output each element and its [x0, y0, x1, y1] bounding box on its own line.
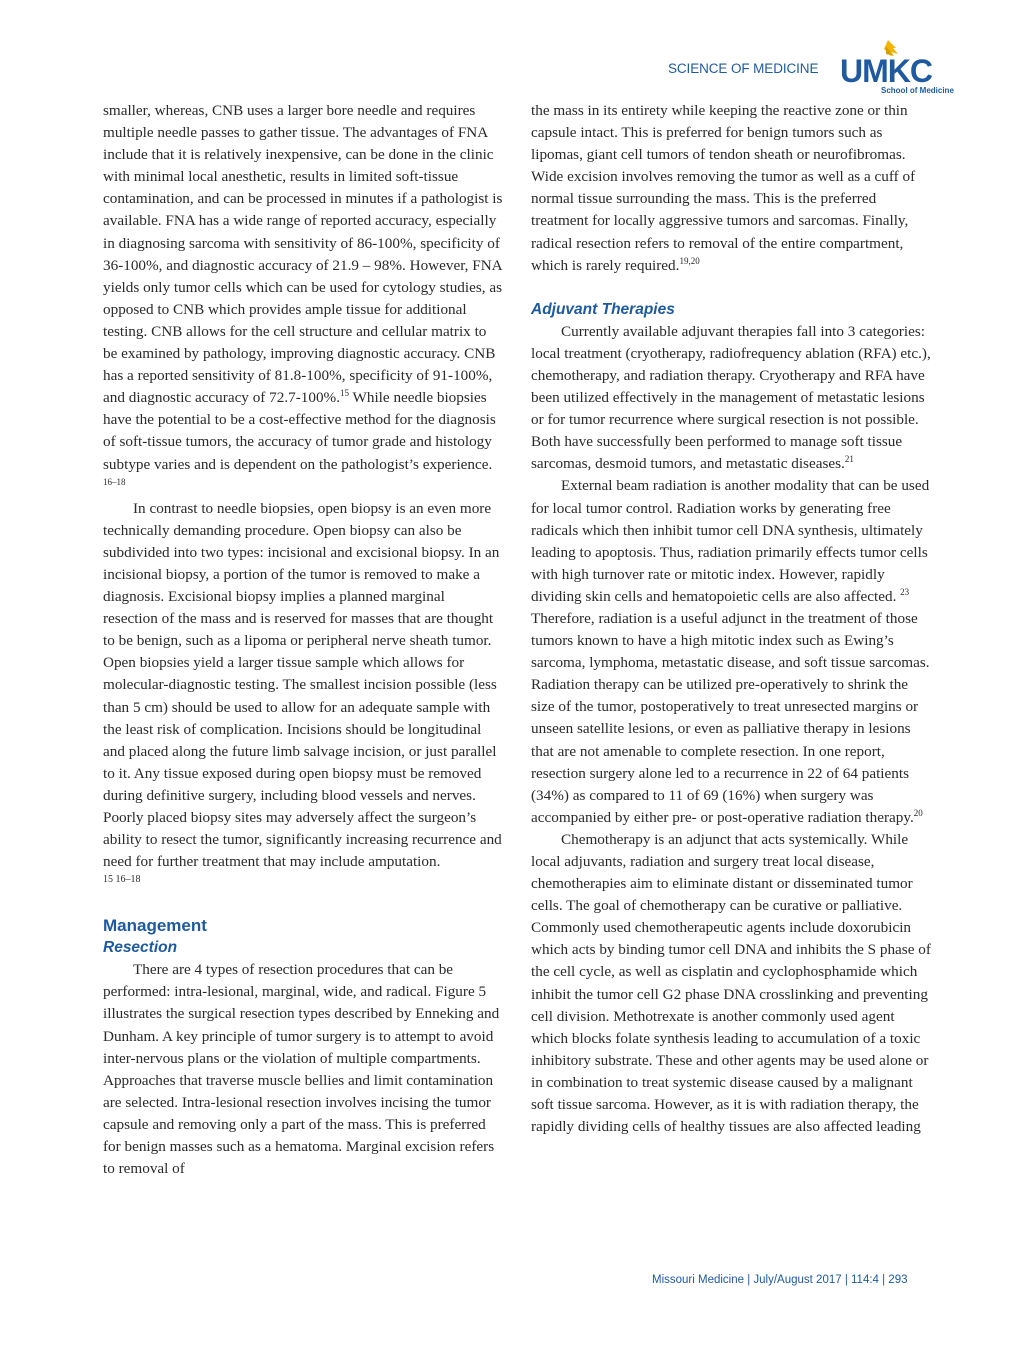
- citation: 21: [844, 454, 854, 465]
- paragraph-text: Therefore, radiation is a useful adjunct in the treatment of those tumors known to have a high mitotic index such as Ewing’s sarcoma, lymphoma, metastatic disease, and soft tissue sarcomas. Radiation therapy can be utilized pre-operatively to shrink the size of the tumor, postoperatively to treat unresected margins or unseen satellite lesions, or even as palliative therapy in lesions that are not amenable to complete resection. In one report, resection surgery alone led to a recurrence in 22 of 64 patients (34%) as compared to 11 of 69 (16%) when surgery was accompanied by either pre- or post-operative radiation therapy.: [531, 609, 930, 826]
- paragraph-text: There are 4 types of resection procedures that can be performed: intra-lesional, marginal, wide, and radical. Figure 5 illustrates the surgical resection types described by Enneking and Dunham. A key principle of tumor surgery is to attempt to avoid inter-nervous plans or the violation of multiple compartments. Approaches that traverse muscle bellies and limit contamination are selected. Intra-lesional resection involves incising the tumor capsule and removing only a part of the mass. This is preferred for benign masses such as a hematoma. Marginal excision refers to removal of: [103, 961, 500, 1178]
- paragraph-text: smaller, whereas, CNB uses a larger bore needle and requires multiple needle passes to gather tissue. The advantages of FNA include that it is relatively inexpensive, can be done in the clinic with minimal local anesthetic, results in limited soft-tissue contamination, and can be processed in minutes if a pathologist is available. FNA has a wide range of reported accuracy, especially in diagnosing sarcoma with sensitivity of 86-100%, specificity of 36-100%, and diagnostic accuracy of 21.9 – 98%. However, FNA yields only tumor cells which can be used for cytology studies, as opposed to CNB which provides ample tissue for additional testing. CNB allows for the cell structure and cellular matrix to be examined by pathology, improving diagnostic accuracy. CNB has a reported sensitivity of 81.8-100%, specificity of 91-100%, and diagnostic accuracy of 72.7-100%.: [103, 102, 503, 407]
- citation: 20: [913, 807, 923, 818]
- citation-line: 15 16–18: [103, 874, 141, 886]
- citation: 15: [340, 388, 350, 399]
- paragraph-text: External beam radiation is another modality that can be used for local tumor control. Radiation works by generating free radicals which then inhibit tumor cell DNA synthesis, ultimately leading to apoptosis. Thus, radiation primarily effects tumor cells with high turnover rate or mitotic index. However, rapidly dividing skin cells and hematopoietic cells are also affected.: [531, 477, 930, 605]
- citation: 23: [900, 586, 910, 597]
- paragraph-text: the mass in its entirety while keeping the reactive zone or thin capsule intact. This is preferred for benign tumors such as lipomas, giant cell tumors of tendon sheath or neurofibromas. Wide excision involves removing the tumor as well as a cuff of normal tissue surrounding the mass. This is the preferred treatment for locally aggressive tumors and sarcomas. Finally, radical resection refers to removal of the entire compartment, which is rarely required.: [531, 102, 916, 274]
- paragraph-radiation: [531, 475, 931, 829]
- logo-wordmark: UMKC: [840, 53, 932, 89]
- paragraph-open-biopsy: [103, 498, 503, 874]
- section-label: SCIENCE OF MEDICINE: [668, 61, 819, 76]
- right-column: [531, 100, 931, 1138]
- paragraph-text: In contrast to needle biopsies, open biopsy is an even more technically demanding procedure. Open biopsy can also be subdivided into two types: incisional and excisional biopsy. In an incisional biopsy, a portion of the tumor is removed to make a diagnosis. Excisional biopsy implies a planned marginal resection of the mass and is reserved for masses that are thought to be benign, such as a lipoma or peripheral nerve sheath tumor. Open biopsies yield a larger tissue sample which allows for molecular-diagnostic testing. The smallest incision possible (less than 5 cm) should be used to allow for an adequate sample with the least risk of complication. Incisions should be longitudinal and placed along the future limb salvage incision, or just parallel to it. Any tissue exposed during open biopsy must be removed during definitive surgery, including blood vessels and nerves. Poorly placed biopsy sites may adversely affect the surgeon’s ability to resect the tumor, significantly increasing recurrence and need for further treatment that may include amputation.: [103, 499, 502, 871]
- heading-resection: Resection: [103, 939, 178, 957]
- paragraph-text: While needle biopsies have the potential to be a cost-effective method for the diagnosis of soft-tissue tumors, the accuracy of tumor grade and histology subtype varies and is dependent on the pathologist’s experience.: [103, 389, 496, 473]
- paragraph-resection-cont: [531, 100, 931, 277]
- logo-subtitle: School of Medicine: [881, 86, 954, 95]
- paragraph-text: Chemotherapy is an adjunct that acts systemically. While local adjuvants, radiation and surgery treat local disease, chemotherapies aim to eliminate distant or disseminated tumor cells. The goal of chemotherapy can be curative or palliative. Commonly used chemotherapeutic agents include doxorubicin which acts by binding tumor cell DNA and inhibits the S phase of the cell cycle, as well as cisplatin and cyclophosphamide which inhibit the tumor cell G2 phase DNA crosslinking and preventing cell division. Methotrexate is another commonly used agent which blocks folate synthesis leading to accumulation of a toxic inhibitory substrate. These and other agents may be used alone or in combination to treat systemic disease caused by a malignant soft tissue sarcoma. However, as it is with radiation therapy, the rapidly dividing cells of healthy tissues are also affected leading: [531, 830, 931, 1136]
- citation: 16–18: [103, 476, 126, 487]
- paragraph-biopsy-needle: [103, 100, 503, 498]
- paragraph-chemotherapy: [531, 829, 931, 1138]
- paragraph-text: Currently available adjuvant therapies fall into 3 categories: local treatment (cryotherapy, radiofrequency ablation (RFA) etc.), chemotherapy, and radiation therapy. Cryotherapy and RFA have been utilized effectively in the management of metastatic lesions or for tumor recurrence where surgical resection is not possible. Both have successfully been performed to manage soft tissue sarcomas, desmoid tumors, and metastatic diseases.: [531, 322, 931, 473]
- citation: 19,20: [679, 255, 700, 266]
- paragraph-resection: [103, 959, 503, 1180]
- paragraph-adjuvant: [531, 321, 931, 476]
- left-column: [103, 100, 503, 1180]
- heading-management: Management: [103, 916, 207, 936]
- heading-adjuvant-therapies: Adjuvant Therapies: [531, 300, 675, 318]
- page-footer: Missouri Medicine | July/August 2017 | 114:4 | 293: [652, 1274, 908, 1286]
